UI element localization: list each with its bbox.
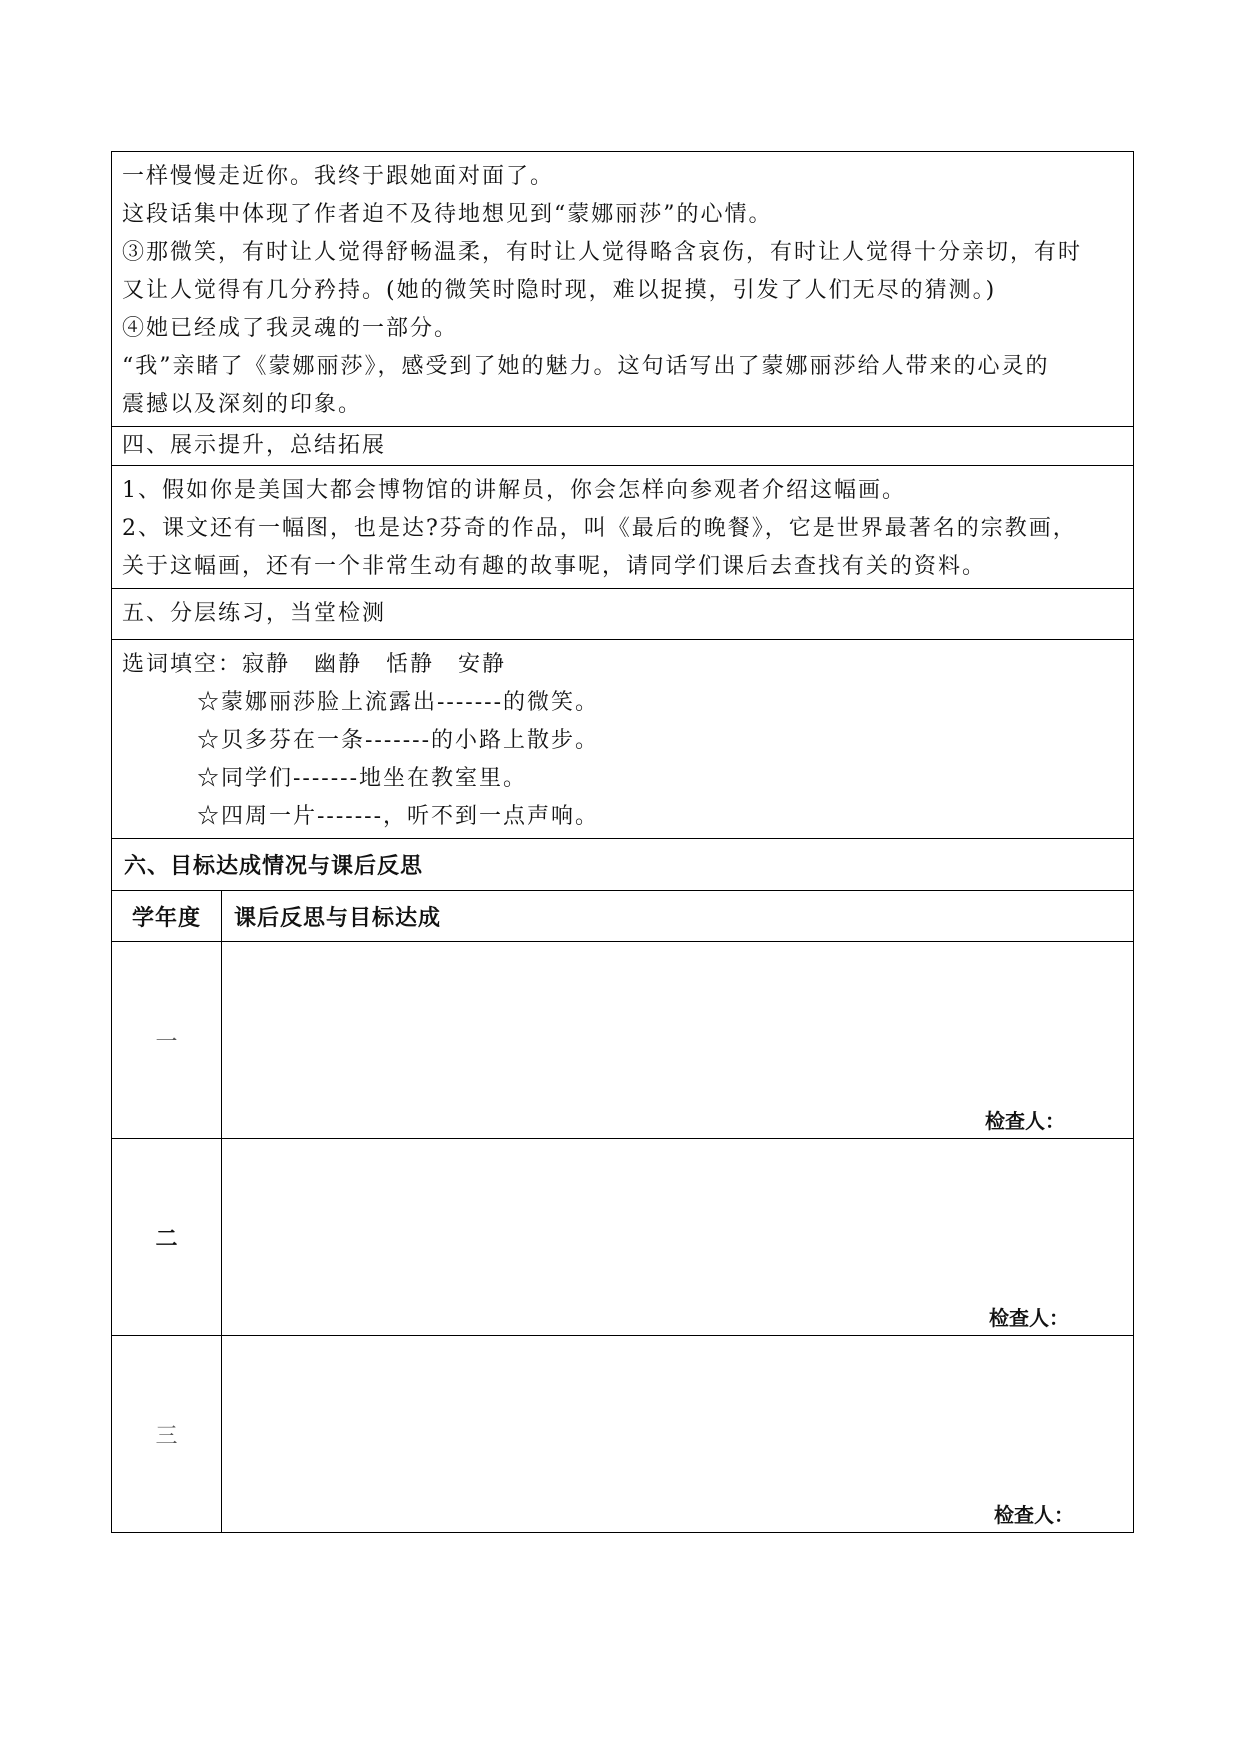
reflection-row — [112, 1336, 1134, 1533]
checker-label: 检查人： — [994, 1503, 1074, 1527]
section6-title-row — [112, 839, 1134, 891]
reflection-input-area[interactable] — [222, 942, 1134, 1139]
section4-title: 四、展示提升，总结拓展 — [112, 427, 1134, 466]
year-label: 三 — [112, 1336, 222, 1533]
fill-blank-item: ☆同学们-------地坐在教室里。 — [197, 766, 528, 791]
section4-cell — [112, 466, 1134, 589]
reflection-row — [112, 942, 1134, 1139]
section3-line: “我”亲睹了《蒙娜丽莎》，感受到了她的魅力。这句话写出了蒙娜丽莎给人带来的心灵的 — [122, 354, 1050, 379]
reflection-header-row — [112, 891, 1134, 942]
col-header-reflection: 课后反思与目标达成 — [222, 891, 1134, 942]
year-label: 二 — [112, 1139, 222, 1336]
section5-title: 五、分层练习，当堂检测 — [112, 589, 1134, 640]
section4-line: 1、假如你是美国大都会博物馆的讲解员，你会怎样向参观者介绍这幅画。 — [122, 478, 906, 503]
section3-line: ④她已经成了我灵魂的一部分。 — [122, 316, 459, 341]
fill-blank-prompt: 选词填空：寂静 幽静 恬静 安静 — [122, 652, 507, 677]
reflection-input-area[interactable] — [222, 1336, 1134, 1533]
section3-line: 这段话集中体现了作者迫不及待地想见到“蒙娜丽莎”的心情。 — [122, 202, 773, 227]
section3-cell — [112, 152, 1134, 427]
section6-title: 六、目标达成情况与课后反思 — [112, 839, 1134, 891]
lesson-plan-sheet — [111, 151, 1133, 1533]
section4-title-row — [112, 427, 1134, 466]
section5-cell — [112, 640, 1134, 839]
section3-row — [112, 152, 1134, 427]
year-label: 一 — [112, 942, 222, 1139]
section3-line: ③那微笑，有时让人觉得舒畅温柔，有时让人觉得略含哀伤，有时让人觉得十分亲切，有时 — [122, 240, 1083, 265]
lesson-plan-table — [111, 151, 1134, 1533]
fill-blank-item: ☆四周一片-------，听不到一点声响。 — [197, 804, 600, 829]
col-header-year: 学年度 — [112, 891, 222, 942]
section3-line: 又让人觉得有几分矜持。(她的微笑时隐时现，难以捉摸，引发了人们无尽的猜测。) — [122, 278, 997, 303]
section5-title-row — [112, 589, 1134, 640]
reflection-row — [112, 1139, 1134, 1336]
section5-row — [112, 640, 1134, 839]
fill-blank-item: ☆贝多芬在一条-------的小路上散步。 — [197, 728, 600, 753]
section3-line: 震撼以及深刻的印象。 — [122, 392, 363, 417]
reflection-input-area[interactable] — [222, 1139, 1134, 1336]
checker-label: 检查人： — [985, 1109, 1065, 1133]
fill-blank-item: ☆蒙娜丽莎脸上流露出-------的微笑。 — [197, 690, 600, 715]
section4-line: 2、课文还有一幅图，也是达?芬奇的作品，叫《最后的晚餐》，它是世界最著名的宗教画， — [122, 516, 1077, 541]
section4-line: 关于这幅画，还有一个非常生动有趣的故事呢，请同学们课后去查找有关的资料。 — [122, 554, 987, 579]
section4-row — [112, 466, 1134, 589]
section3-line: 一样慢慢走近你。我终于跟她面对面了。 — [122, 164, 555, 189]
checker-label: 检查人： — [989, 1306, 1069, 1330]
